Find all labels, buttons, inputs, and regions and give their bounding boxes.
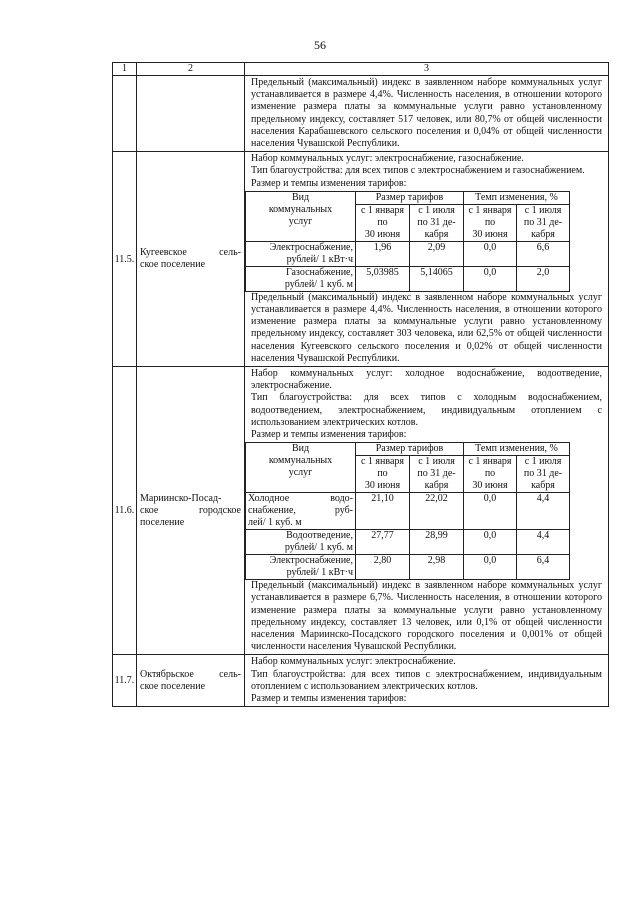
settlement-line: ское городское (140, 504, 241, 516)
service-name: Электроснабжение, рублей/ 1 кВт·ч (246, 555, 356, 580)
row-number-cell (113, 76, 137, 152)
settlement-line: Октябрьское сель- (140, 668, 241, 680)
header-col-3: 3 (245, 63, 609, 76)
services-set-line: Набор коммунальных услуг: холодное водоснабжение, водоотведение, электроснабжение. (251, 368, 602, 392)
index-paragraph: Предельный (максимальный) индекс в заявленном наборе коммунальных услуг устанавливается в размере 6,7%. Численность населения, в отношении которого изменение размера платы за коммунальные услуги равно установленному предельному индексу, составляет 13 человек, или 0,1% от общей численности населения Мариинско-Посадского городского поселения и 0,001% от общей численности населения Чувашской Республики. (251, 580, 602, 653)
rate-header: Темп изменения, % (464, 443, 570, 456)
rate-value: 0,0 (464, 266, 517, 291)
header-col-1: 1 (113, 63, 137, 76)
rate-value: 6,6 (517, 241, 570, 266)
service-name: Газоснабжение, рублей/ 1 куб. м (246, 266, 356, 291)
tariff-value: 22,02 (410, 493, 464, 530)
period2-header: с 1 июля по 31 де- кабря (517, 204, 570, 241)
service-header: Вид коммунальных услуг (246, 443, 356, 493)
service-name: Водоотведение, рублей/ 1 куб. м (246, 530, 356, 555)
tariff-caption: Размер и темпы изменения тарифов: (251, 177, 407, 189)
service-name: Электроснабжение, рублей/ 1 кВт·ч (246, 241, 356, 266)
page-number: 56 (314, 38, 326, 52)
improvement-type-line: Тип благоустройства: для всех типов с холодным водоснабжением, водоотведением, электроснабжением, индивидуальным отоплением с использованием электрических котлов. (251, 392, 602, 428)
period2-header: с 1 июля по 31 де- кабря (410, 456, 464, 493)
rate-value: 2,0 (517, 266, 570, 291)
description-cell (245, 152, 609, 367)
tariff-caption: Размер и темпы изменения тарифов: (251, 429, 407, 441)
table-row (113, 76, 609, 152)
rate-value: 0,0 (464, 555, 517, 580)
description-cell (245, 76, 609, 152)
tariff-value: 5,14065 (410, 266, 464, 291)
row-number: 11.6. (113, 367, 137, 655)
size-header: Размер тарифов (356, 443, 464, 456)
settlement-name (137, 367, 245, 655)
improvement-type-line: Тип благоустройства: для всех типов с электроснабжением и газоснабжением. (251, 165, 585, 177)
settlement-name (137, 152, 245, 367)
index-paragraph: Предельный (максимальный) индекс в заявленном наборе коммунальных услуг устанавливается в размере 4,4%. Численность населения, в отношении которого изменение размера платы за коммунальные услуги равно установленному предельному индексу, составляет 517 человек, или 80,7% от общей численности населения Карабашевского сельского поселения и 0,04% от общей численности населения Чувашской Республики. (251, 77, 602, 150)
row-number: 11.5. (113, 152, 137, 367)
tariff-value: 2,09 (410, 241, 464, 266)
tariff-table (245, 191, 570, 292)
tariff-value: 27,77 (356, 530, 410, 555)
period2-header: с 1 июля по 31 де- кабря (410, 204, 464, 241)
service-header: Вид коммунальных услуг (246, 191, 356, 241)
description-cell (245, 367, 609, 655)
settlement-line: поселение (140, 516, 185, 528)
tariff-caption: Размер и темпы изменения тарифов: (251, 693, 407, 705)
settlement-name (137, 655, 245, 707)
tariff-row (246, 493, 570, 530)
table-row (113, 152, 609, 367)
size-header: Размер тарифов (356, 191, 464, 204)
tariff-value: 5,03985 (356, 266, 410, 291)
settlement-line: Мариинско-Посад- (140, 492, 222, 504)
header-col-2: 2 (137, 63, 245, 76)
table-header-row (113, 63, 609, 76)
rate-value: 6,4 (517, 555, 570, 580)
tariff-table (245, 442, 570, 580)
period1-header: с 1 января по 30 июня (356, 456, 410, 493)
settlement-line: Кугеевское сель- (140, 247, 241, 259)
tariff-row (246, 530, 570, 555)
tariff-value: 2,80 (356, 555, 410, 580)
settlement-line: ское поселение (140, 680, 206, 692)
description-cell (245, 655, 609, 707)
service-name: Холодное водо- снабжение, руб- лей/ 1 куб. м (246, 493, 356, 530)
row-number: 11.7. (113, 655, 137, 707)
tariff-value: 1,96 (356, 241, 410, 266)
tariff-row (246, 266, 570, 291)
table-row (113, 655, 609, 707)
period1-header: с 1 января по 30 июня (356, 204, 410, 241)
rate-value: 4,4 (517, 493, 570, 530)
tariff-row (246, 555, 570, 580)
rate-value: 0,0 (464, 241, 517, 266)
settlement-line: ское поселение (140, 259, 206, 271)
rate-value: 4,4 (517, 530, 570, 555)
services-set-line: Набор коммунальных услуг: электроснабжение. (251, 656, 456, 668)
rate-value: 0,0 (464, 530, 517, 555)
rate-header: Темп изменения, % (464, 191, 570, 204)
tariff-document-table (112, 62, 609, 707)
tariff-value: 2,98 (410, 555, 464, 580)
period2-header: с 1 июля по 31 де- кабря (517, 456, 570, 493)
tariff-value: 28,99 (410, 530, 464, 555)
tariff-row (246, 241, 570, 266)
table-row (113, 367, 609, 655)
tariff-value: 21,10 (356, 493, 410, 530)
improvement-type-line: Тип благоустройства: для всех типов с электроснабжением, индивидуальным отоплением с использованием электрических котлов. (251, 668, 602, 692)
rate-value: 0,0 (464, 493, 517, 530)
settlement-cell (137, 76, 245, 152)
period1-header: с 1 января по 30 июня (464, 204, 517, 241)
period1-header: с 1 января по 30 июня (464, 456, 517, 493)
index-paragraph: Предельный (максимальный) индекс в заявленном наборе коммунальных услуг устанавливается в размере 4,4%. Численность населения, в отношении которого изменение размера платы за коммунальные услуги равно установленному предельному индексу, составляет 303 человека, или 62,5% от общей численности населения Кугеевского сельского поселения и 0,02% от общей численности населения Чувашской Республики. (251, 291, 602, 364)
services-set-line: Набор коммунальных услуг: электроснабжение, газоснабжение. (251, 153, 524, 165)
